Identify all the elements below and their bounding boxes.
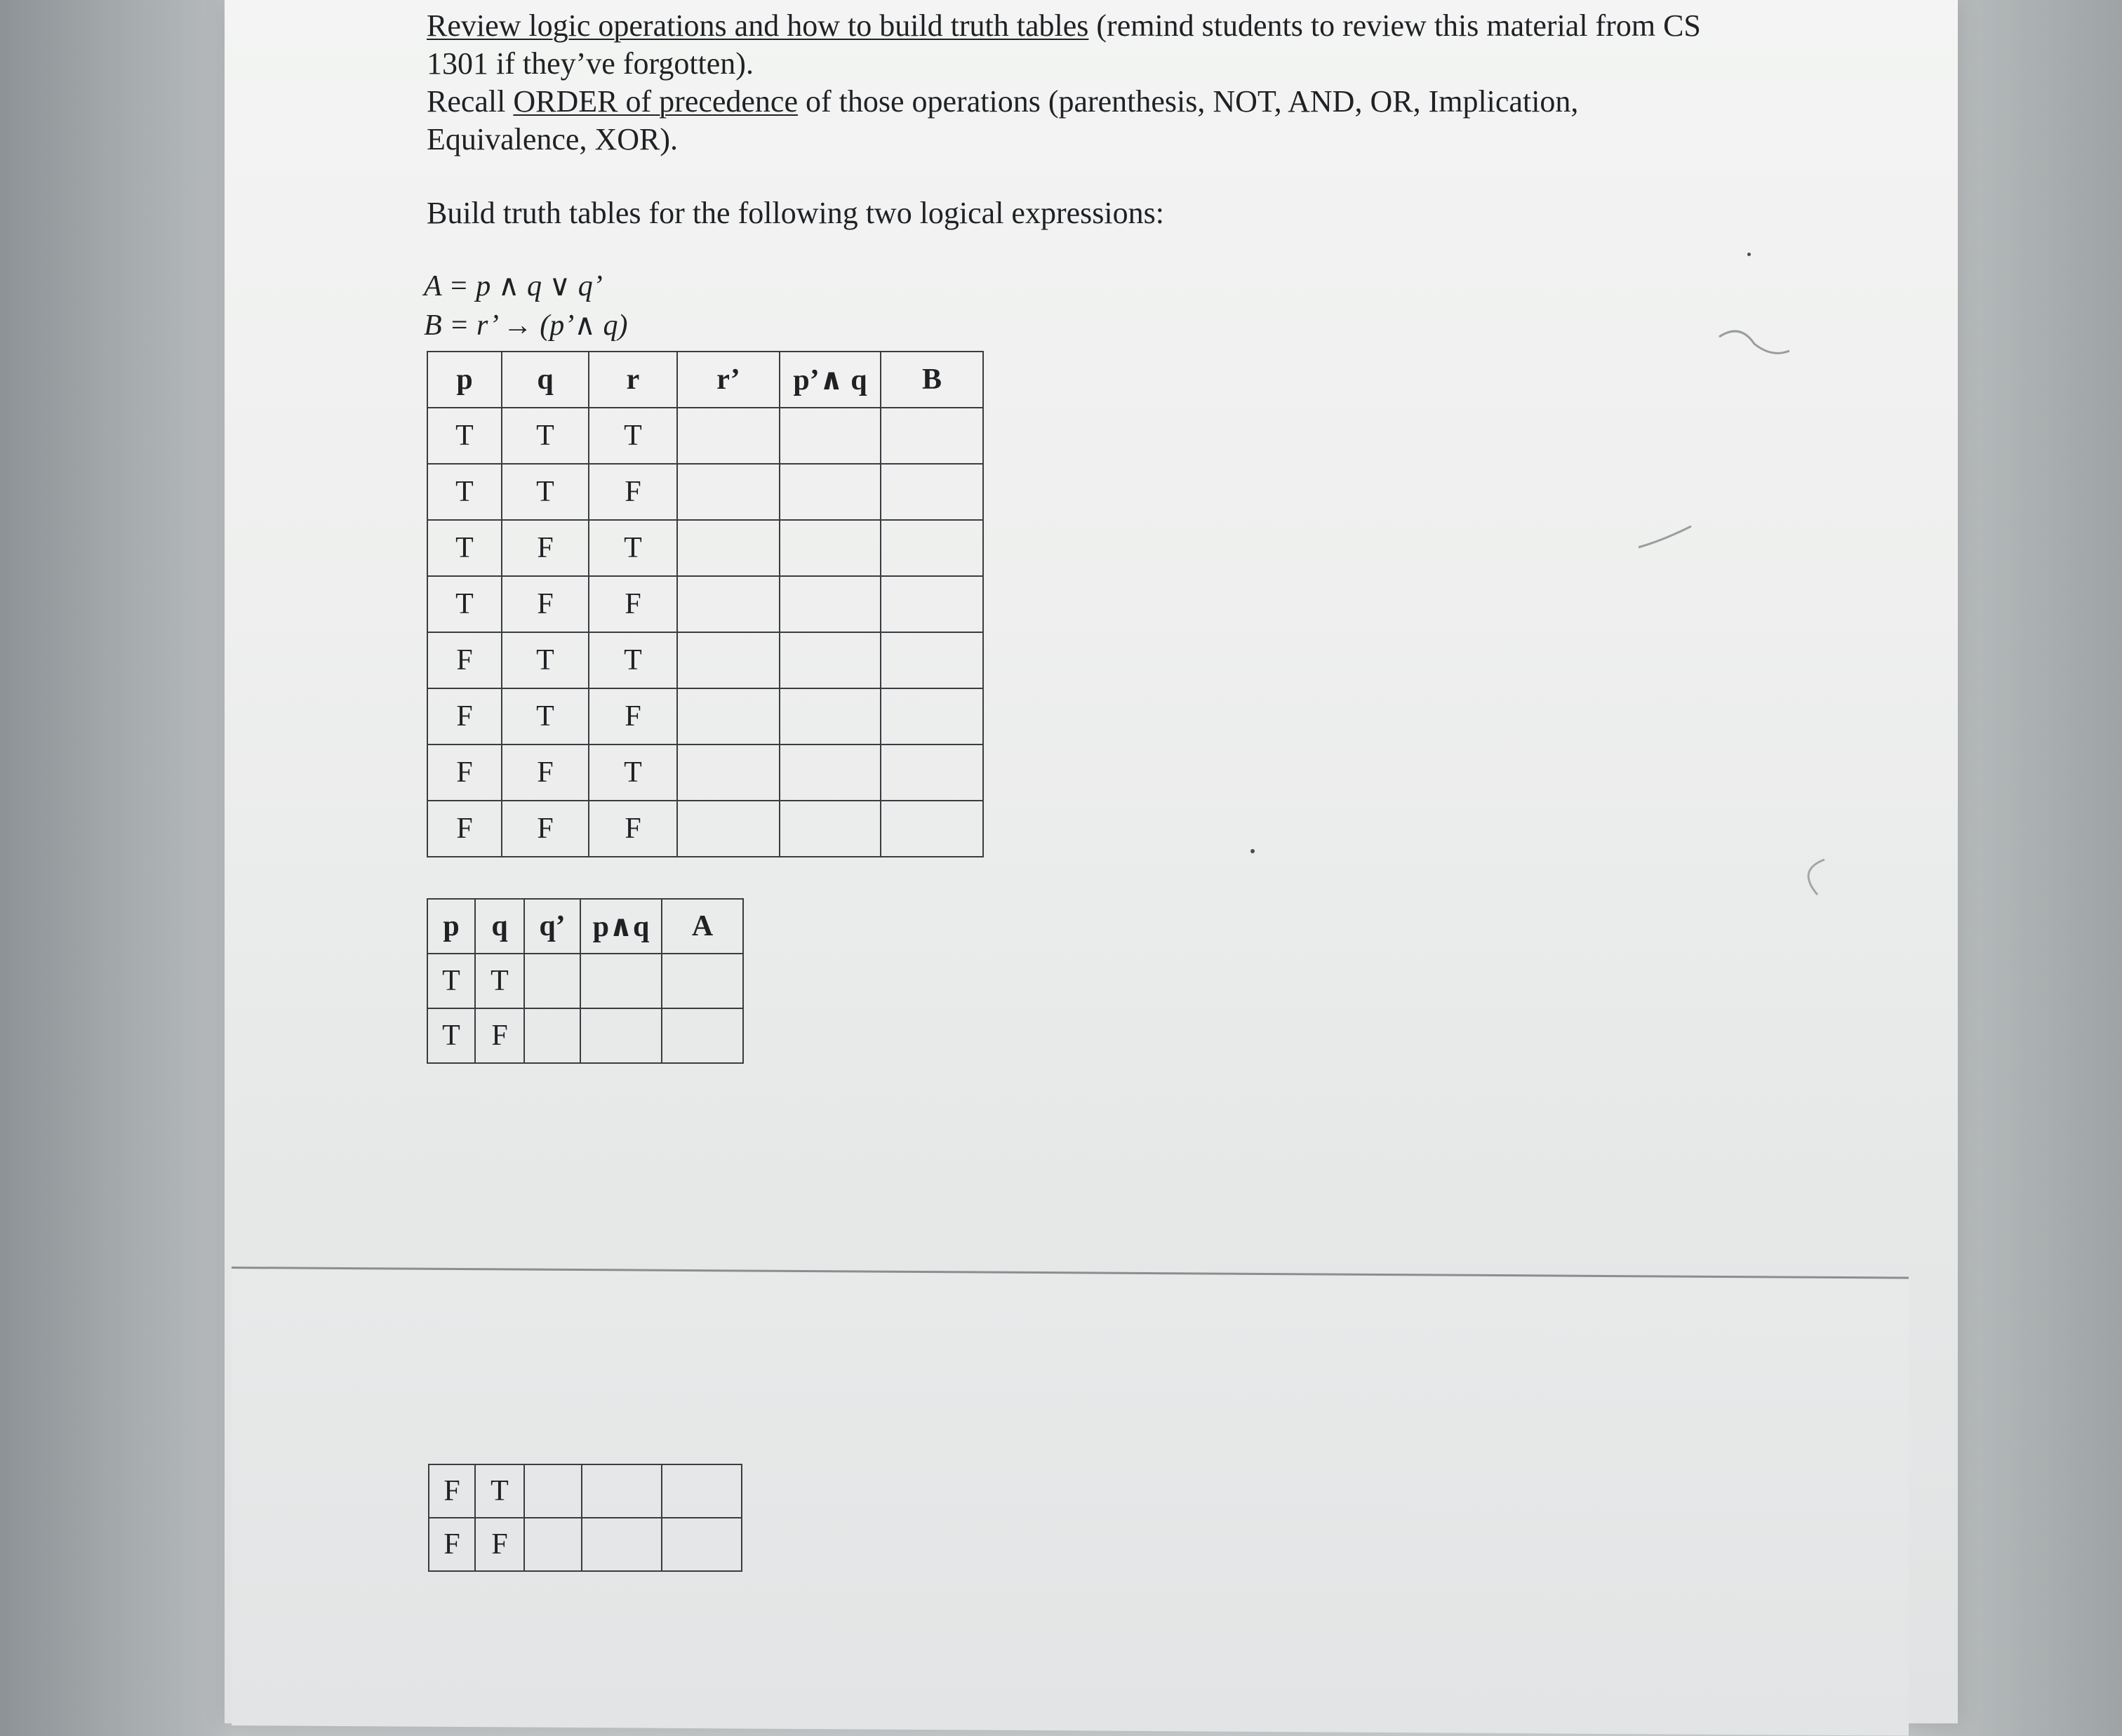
table-cell bbox=[524, 1464, 582, 1518]
table-cell bbox=[582, 1518, 662, 1571]
table-row bbox=[429, 1464, 742, 1518]
table-cell bbox=[524, 1008, 580, 1063]
header-p: p bbox=[427, 899, 475, 954]
table-cell bbox=[881, 632, 983, 688]
table-cell: T bbox=[502, 408, 589, 464]
table-cell bbox=[662, 1464, 742, 1518]
recall-prefix: Recall bbox=[427, 84, 514, 119]
table-cell bbox=[780, 745, 881, 801]
table-cell: F bbox=[502, 801, 589, 857]
table-row bbox=[427, 954, 743, 1008]
table-row bbox=[427, 801, 983, 857]
instruction-line-3 bbox=[427, 83, 1760, 121]
table-cell: T bbox=[427, 464, 502, 520]
table-cell: F bbox=[502, 745, 589, 801]
table-row bbox=[429, 1518, 742, 1571]
table-cell bbox=[662, 1008, 743, 1063]
table-cell bbox=[881, 520, 983, 576]
table-cell bbox=[677, 632, 780, 688]
pencil-mark bbox=[1712, 295, 1796, 365]
table-cell bbox=[881, 464, 983, 520]
table-cell: F bbox=[427, 632, 502, 688]
table-cell: F bbox=[502, 520, 589, 576]
table-cell bbox=[881, 576, 983, 632]
header-p-and-q: p∧q bbox=[580, 899, 662, 954]
truth-table-a-bottom bbox=[428, 1464, 742, 1572]
table-cell: F bbox=[427, 688, 502, 745]
table-row bbox=[427, 576, 983, 632]
table-cell: T bbox=[502, 632, 589, 688]
table-cell bbox=[780, 520, 881, 576]
header-r: r bbox=[589, 352, 677, 408]
table-cell bbox=[677, 745, 780, 801]
table-cell bbox=[881, 688, 983, 745]
table-cell bbox=[780, 576, 881, 632]
table-cell bbox=[677, 408, 780, 464]
table-header-row bbox=[427, 899, 743, 954]
header-a: A bbox=[662, 899, 743, 954]
truth-table-b bbox=[427, 351, 984, 857]
table-cell: F bbox=[427, 745, 502, 801]
header-r-not: r’ bbox=[677, 352, 780, 408]
table-cell bbox=[881, 408, 983, 464]
table-cell: T bbox=[427, 520, 502, 576]
instruction-line-1-rest: (remind students to review this material from CS bbox=[1088, 8, 1701, 43]
header-q: q bbox=[502, 352, 589, 408]
task-prompt: Build truth tables for the following two logical expressions: bbox=[427, 196, 1164, 230]
table-cell: T bbox=[502, 464, 589, 520]
review-link-text: Review logic operations and how to build truth tables bbox=[427, 8, 1089, 43]
instructions bbox=[427, 7, 1760, 159]
table-cell: F bbox=[589, 688, 677, 745]
table-cell: F bbox=[589, 576, 677, 632]
instruction-line-1 bbox=[427, 7, 1760, 45]
table-cell bbox=[582, 1464, 662, 1518]
table-cell: T bbox=[589, 632, 677, 688]
table-cell: F bbox=[589, 801, 677, 857]
instruction-line-4: Equivalence, XOR). bbox=[427, 122, 678, 156]
table-cell: T bbox=[427, 954, 475, 1008]
table-cell: T bbox=[427, 576, 502, 632]
table-cell: T bbox=[502, 688, 589, 745]
header-q: q bbox=[475, 899, 524, 954]
table-cell: F bbox=[589, 464, 677, 520]
table-cell bbox=[677, 464, 780, 520]
table-cell bbox=[780, 408, 881, 464]
table-cell bbox=[677, 576, 780, 632]
table-cell: T bbox=[475, 954, 524, 1008]
table-header-row bbox=[427, 352, 983, 408]
table-cell bbox=[780, 801, 881, 857]
table-cell bbox=[780, 688, 881, 745]
header-p-not-and-q: p’∧ q bbox=[780, 352, 881, 408]
table-cell: F bbox=[475, 1008, 524, 1063]
table-cell: F bbox=[475, 1518, 524, 1571]
table-row bbox=[427, 408, 983, 464]
table-cell: F bbox=[429, 1518, 475, 1571]
formula-a: A = p ∧ q ∨ q’ bbox=[424, 270, 603, 302]
table-row bbox=[427, 1008, 743, 1063]
paper-speck bbox=[1747, 253, 1751, 256]
table-cell bbox=[780, 632, 881, 688]
table-row bbox=[427, 464, 983, 520]
header-q-not: q’ bbox=[524, 899, 580, 954]
table-cell bbox=[881, 745, 983, 801]
table-row bbox=[427, 520, 983, 576]
instruction-line-3-rest: of those operations (parenthesis, NOT, AND, OR, Implication, bbox=[798, 84, 1579, 119]
truth-table-a-top bbox=[427, 898, 744, 1064]
table-cell: T bbox=[427, 408, 502, 464]
instruction-line-2: 1301 if they’ve forgotten). bbox=[427, 46, 754, 81]
table-cell: T bbox=[589, 520, 677, 576]
table-row bbox=[427, 688, 983, 745]
table-cell bbox=[580, 1008, 662, 1063]
table-cell bbox=[780, 464, 881, 520]
table-cell: F bbox=[427, 801, 502, 857]
table-cell: F bbox=[429, 1464, 475, 1518]
precedence-link-text: ORDER of precedence bbox=[513, 84, 798, 119]
table-cell bbox=[662, 1518, 742, 1571]
table-cell bbox=[662, 954, 743, 1008]
header-p: p bbox=[427, 352, 502, 408]
table-cell: T bbox=[475, 1464, 524, 1518]
table-row bbox=[427, 632, 983, 688]
table-cell bbox=[677, 688, 780, 745]
paper-speck bbox=[1250, 849, 1255, 853]
pencil-mark bbox=[1635, 519, 1698, 561]
table-cell bbox=[881, 801, 983, 857]
table-cell bbox=[524, 1518, 582, 1571]
header-b: B bbox=[881, 352, 983, 408]
table-cell bbox=[524, 954, 580, 1008]
formula-b: B = r’ → (p’∧ q) bbox=[424, 309, 628, 342]
table-cell bbox=[580, 954, 662, 1008]
table-row bbox=[427, 745, 983, 801]
table-cell: T bbox=[589, 408, 677, 464]
table-cell bbox=[677, 520, 780, 576]
table-cell: T bbox=[589, 745, 677, 801]
pencil-mark bbox=[1789, 856, 1831, 898]
table-cell: F bbox=[502, 576, 589, 632]
table-cell: T bbox=[427, 1008, 475, 1063]
table-cell bbox=[677, 801, 780, 857]
